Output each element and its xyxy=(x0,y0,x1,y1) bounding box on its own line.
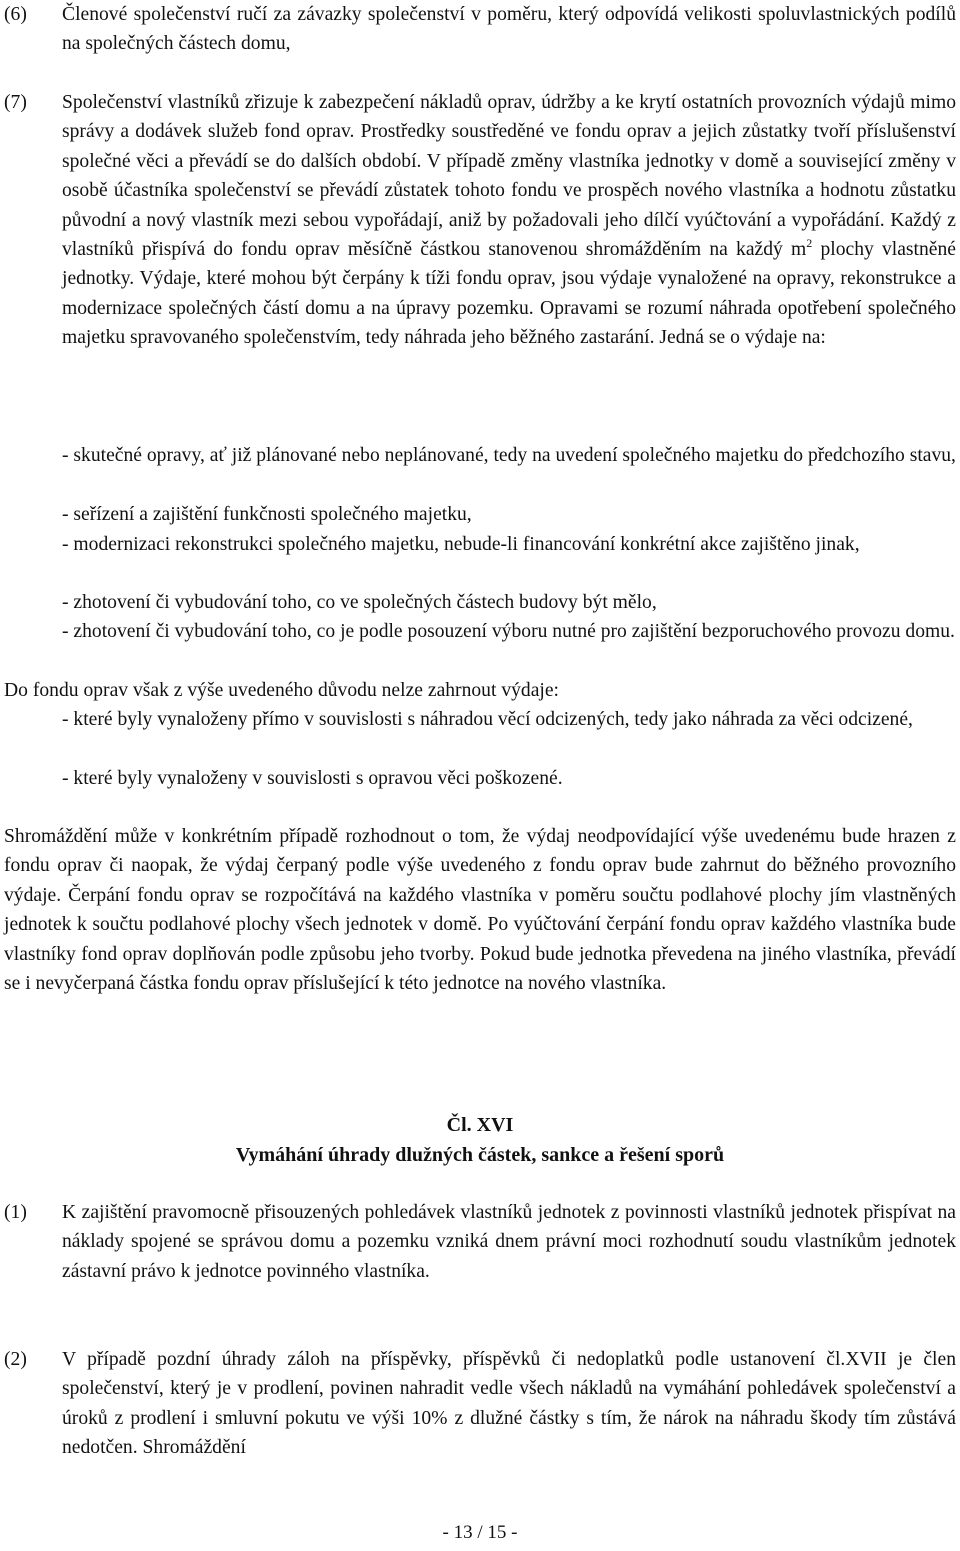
list-item-committee: - zhotovení či vybudování toho, co je podle posouzení výboru nutné pro zajištění bezporuchového provozu domu. xyxy=(62,621,955,642)
exclusion-intro: Do fondu oprav však z výše uvedeného důvodu nelze zahrnout výdaje: xyxy=(4,680,559,701)
article-item-1-text: K zajištění pravomocně přisouzených pohledávek vlastníků jednotek z povinnosti vlastníků jednotek přispívat na náklady spojené se správou domu a pozemku vzniká dnem právní moci rozhodnutí soudu vlastníkům jednotek zástavní právo k jednotce povinného vlastníka. xyxy=(62,1202,956,1282)
list-item-modernization: - modernizaci rekonstrukci společného majetku, nebude-li financování konkrétní akce zajištěno jinak, xyxy=(62,534,860,555)
assembly-paragraph: Shromáždění může v konkrétním případě rozhodnout o tom, že výdaj neodpovídající výše uvedenému bude hrazen z fondu oprav či naopak, že výdaj čerpaný podle výše uvedeného z fondu oprav bude zahrnut do běžného provozního výdaje. Čerpání fondu oprav se rozpočítává na každého vlastníka v poměru součtu podlahové plochy jím vlastněných jednotek k součtu podlahové plochy všech jednotek v domě. Po vyúčtování čerpání fondu oprav každého vlastníka bude vlastníky fond oprav doplňován podle způsobu jeho tvorby. Pokud bude jednotka převedena na jiného vlastníka, převádí se i nevyčerpaná částka fondu oprav příslušející k této jednotce na nového vlastníka. xyxy=(4,826,956,995)
article-item-number-2: (2) xyxy=(4,1349,27,1370)
list-item-adjustment: - seřízení a zajištění funkčnosti společného majetku, xyxy=(62,504,472,525)
list-item-construction: - zhotovení či vybudování toho, co ve společných částech budovy být mělo, xyxy=(62,592,657,613)
list-item-repairs: - skutečné opravy, ať již plánované nebo neplánované, tedy na uvedení společného majetku do předchozího stavu, xyxy=(62,445,956,466)
item-number-7: (7) xyxy=(4,92,27,113)
item-7-text-part-b: plochy vlastněné jednotky. Výdaje, které mohou být čerpány k tíži fondu oprav, jsou výdaje vynaložené na opravy, rekonstrukce a modernizace společných částí domu a na úpravy pozemku. Opravami se rozumí náhrada opotřebení společného majetku spravovaného společenstvím, tedy náhrada jeho běžného zastarání. Jedná se o výdaje na: xyxy=(62,239,956,349)
article-number: Čl. XVI xyxy=(446,1114,514,1136)
superscript-2: 2 xyxy=(806,236,813,251)
list-item-stolen: - které byly vynaloženy přímo v souvislosti s náhradou věcí odcizených, tedy jako náhrada za věci odcizené, xyxy=(62,709,913,730)
item-7-text xyxy=(62,88,956,353)
page-number: - 13 / 15 - xyxy=(442,1522,518,1543)
article-title: Vymáhání úhrady dlužných částek, sankce a řešení sporů xyxy=(235,1144,725,1166)
item-7-text-part-a: Společenství vlastníků zřizuje k zabezpečení nákladů oprav, údržby a ke krytí ostatních provozních výdajů mimo správy a dodávek služeb fond oprav. Prostředky soustředěné ve fondu oprav a jejich zůstatky tvoří příslušenství společné věci a převádí se do dalších období. V případě změny vlastníka jednotky v domě a související změny v osobě účastníka společenství se převádí zůstatek tohoto fondu ve prospěch nového vlastníka a hodnotu zůstatku původní a nový vlastník mezi sebou vypořádají, aniž by požadovali jeho dílčí vyúčtování a vypořádání. Každý z vlastníků přispívá do fondu oprav měsíčně částkou stanovenou shromážděním na každý m xyxy=(62,92,956,261)
item-6-text: Členové společenství ručí za závazky společenství v poměru, který odpovídá velikosti spoluvlastnických podílů na společných částech domu, xyxy=(62,4,956,55)
list-item-damaged: - které byly vynaloženy v souvislosti s opravou věci poškozené. xyxy=(62,768,563,789)
article-item-number-1: (1) xyxy=(4,1202,27,1223)
item-number-6: (6) xyxy=(4,4,27,25)
article-item-2-text: V případě pozdní úhrady záloh na příspěvky, příspěvků či nedoplatků podle ustanovení čl.XVII je člen společenství, který je v prodlení, povinen nahradit vedle všech nákladů na vymáhání pohledávek společenství a úroků z prodlení i smluvní pokutu ve výši 10% z dlužné částky s tím, že nárok na náhradu škody tím zůstává nedotčen. Shromáždění xyxy=(62,1349,956,1459)
